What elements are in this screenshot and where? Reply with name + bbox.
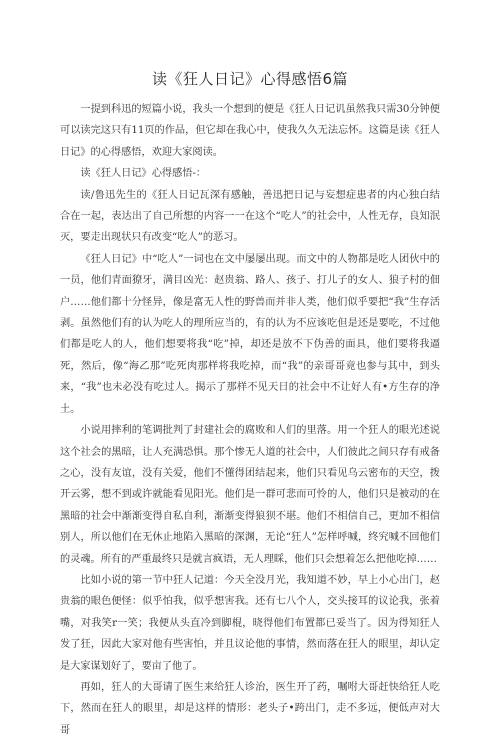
paragraph: 再如，狂人的大哥请了医生来给狂人诊治，医生开了药，嘱咐大哥赶快给狂人吃下，然而在狂人的眼里，却是这样的情形：老头子•跨出门，走不多远，便低声对大哥 — [60, 681, 440, 736]
paragraph: 《狂人日记》中“吃人”一词也在文中屡屡出现。而文中的人物都是吃人团伙中的一员，他们青面獠牙，满目凶光：赵贵翁、路人、孩子、打儿子的女人、狼子村的佃户……他们都十分怪异，像是富无人性的野兽而并非人类，他们似乎要把“我”生存活剥。虽然他们有的认为吃人的理所应当的，有的认为不应该吃但是还是要吃，不过他们都是吃人的人，他们想要将我“吃”掉，却还是放不下伪善的面具，他们要将我逼死，然后，像“海乙那”吃死肉那样将我吃掉，而“我”的亲哥哥竟也参与其中，到头来，“我”也未必没有吃过人。揭示了那样不见天日的社会中不让好人有•方生存的净土。 — [60, 253, 440, 415]
document-title: 读《狂人日记》心得感悟6篇 — [151, 70, 349, 88]
paragraph: 读/鲁迅先生的《狂人日记瓦深有感触，善迅把日记与妄想症患者的内心独白结合在一起，表达出了自己所想的内容一一在这个“吃人”的社会中，人性无存，良知泯灭，要走出现状只有改变“吃人”的恶习。 — [60, 189, 440, 244]
paragraph: 小说用摔利的笔调批判了封建社会的腐败和人们的里落。用一个狂人的眼光述说这个社会的黑暗，让人充满恐惧。那个惨无人道的社会中，人们彼此之间只存有戒备之心，没有友谊，没有关爱，他们不懂得团结起来，他们只看见乌云密布的天空，拨开云雾，想不到或许就能看见阳光。他们是一群可悲而可怜的人，他们只是被动的在黑暗的社会中渐渐变得自私自利，渐渐变得狼狈不堪。他们不相信自己，更加不相信别人，所以他们在无休止地陷入黑暗的深渊，无论“狂人”怎样呼喊，终究喊不回他们的灵魂。所有的严重最终只是就言疯语，无人理睬，他们只会想着怎么把他吃掉…… — [60, 425, 440, 565]
paragraph: 读《狂人日记》心得感悟-： — [80, 168, 207, 180]
paragraph: 一提到科迅的短篇小说，我头一个想到的便是《狂人日记讥虽然我只需30分钟便可以读完这只有11页的作品，但它却在我心中，使我久久无法忘怀。这篇是读《狂人日记》的心得感悟，欢迎大家阅读。 — [60, 104, 440, 158]
document-body — [60, 99, 440, 741]
paragraph: 比如小说的第一节中狂人记道：今天全没月光，我知道不妙，早上小心出门，赵贵翁的眼色便怪：似乎怕我，似乎想害我。还有七八个人，交头接耳的议论我，张着嘴，对我笑r一笑；我便从头直冷到脚棍，晓得他们布置都已妥当了。因为得知狂人发了狂，因此大家对他有些害怕，并且议论他的事情，然而落在狂人的眼里，却认定是大家谋划好了，要亩了他了。 — [60, 574, 440, 672]
